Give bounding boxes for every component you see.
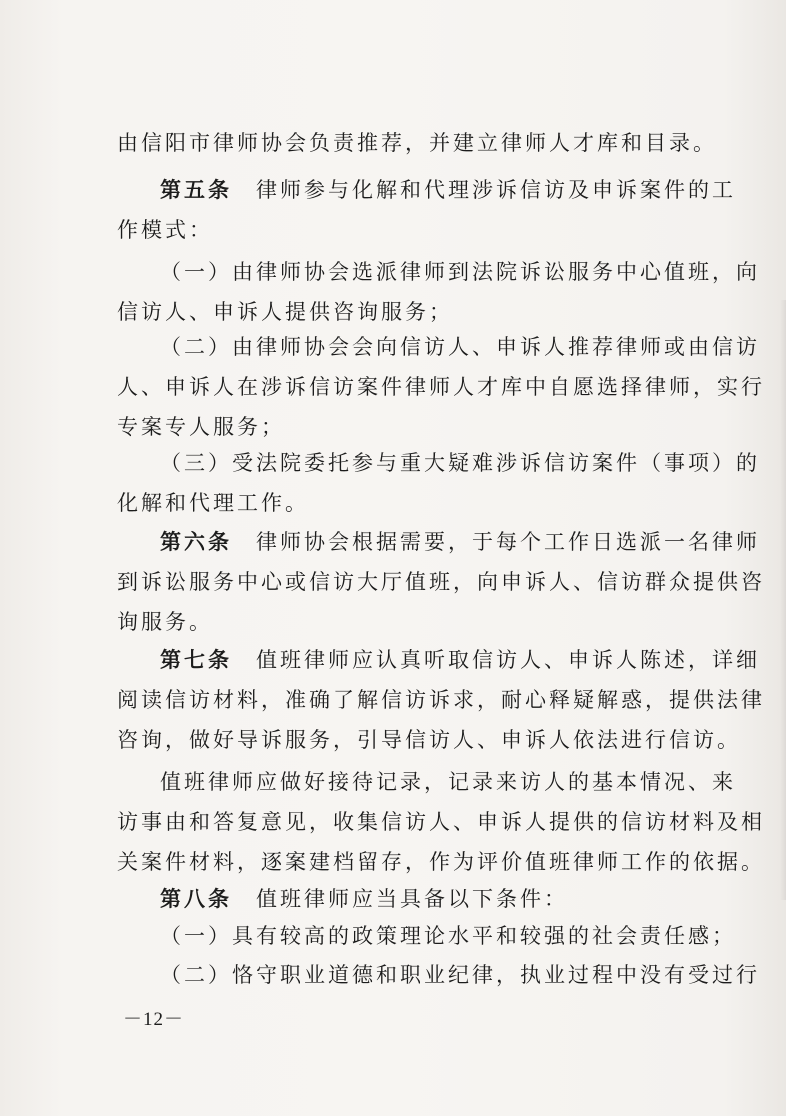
text-line: 阅读信访材料，准确了解信访诉求，耐心释疑解惑，提供法律 <box>117 688 765 712</box>
article-8-heading: 第八条 值班律师应当具备以下条件： <box>160 886 568 911</box>
text-line: 专案专人服务； <box>117 415 285 439</box>
text-line: 由信阳市律师协会负责推荐，并建立律师人才库和目录。 <box>117 131 717 155</box>
text-line: （一）由律师协会选派律师到法院诉讼服务中心值班，向 <box>160 260 760 284</box>
text-line: （三）受法院委托参与重大疑难涉诉信访案件（事项）的 <box>160 451 760 475</box>
text-line: 到诉讼服务中心或信访大厅值班，向申诉人、信访群众提供咨 <box>117 570 765 594</box>
scan-edge-shadow <box>780 300 786 900</box>
text-line: （二）由律师协会会向信访人、申诉人推荐律师或由信访 <box>160 335 760 359</box>
article-5-heading: 第五条 律师参与化解和代理涉诉信访及申诉案件的工 <box>160 177 736 202</box>
article-6-heading: 第六条 律师协会根据需要，于每个工作日选派一名律师 <box>160 529 760 554</box>
text-line: 作模式： <box>117 218 213 242</box>
text-line: （一）具有较高的政策理论水平和较强的社会责任感； <box>160 924 736 948</box>
text-line: 化解和代理工作。 <box>117 491 309 515</box>
text-line: 咨询，做好导诉服务，引导信访人、申诉人依法进行信访。 <box>117 728 741 752</box>
text-line: 人、申诉人在涉诉信访案件律师人才库中自愿选择律师，实行 <box>117 375 765 399</box>
text-line: 询服务。 <box>117 610 213 634</box>
article-label: 第六条 <box>160 529 232 554</box>
article-label: 第七条 <box>160 647 232 672</box>
article-7-heading: 第七条 值班律师应认真听取信访人、申诉人陈述，详细 <box>160 647 760 672</box>
article-label: 第八条 <box>160 886 232 911</box>
text-line: 值班律师应做好接待记录，记录来访人的基本情况、来 <box>160 770 736 794</box>
text-line: 访事由和答复意见，收集信访人、申诉人提供的信访材料及相 <box>117 810 765 834</box>
text-line: 信访人、申诉人提供咨询服务； <box>117 300 453 324</box>
article-label: 第五条 <box>160 177 232 202</box>
text-line: 关案件材料，逐案建档留存，作为评价值班律师工作的依据。 <box>117 850 765 874</box>
page-number: －12－ <box>123 1009 185 1030</box>
text-line: （二）恪守职业道德和职业纪律，执业过程中没有受过行 <box>160 963 760 987</box>
